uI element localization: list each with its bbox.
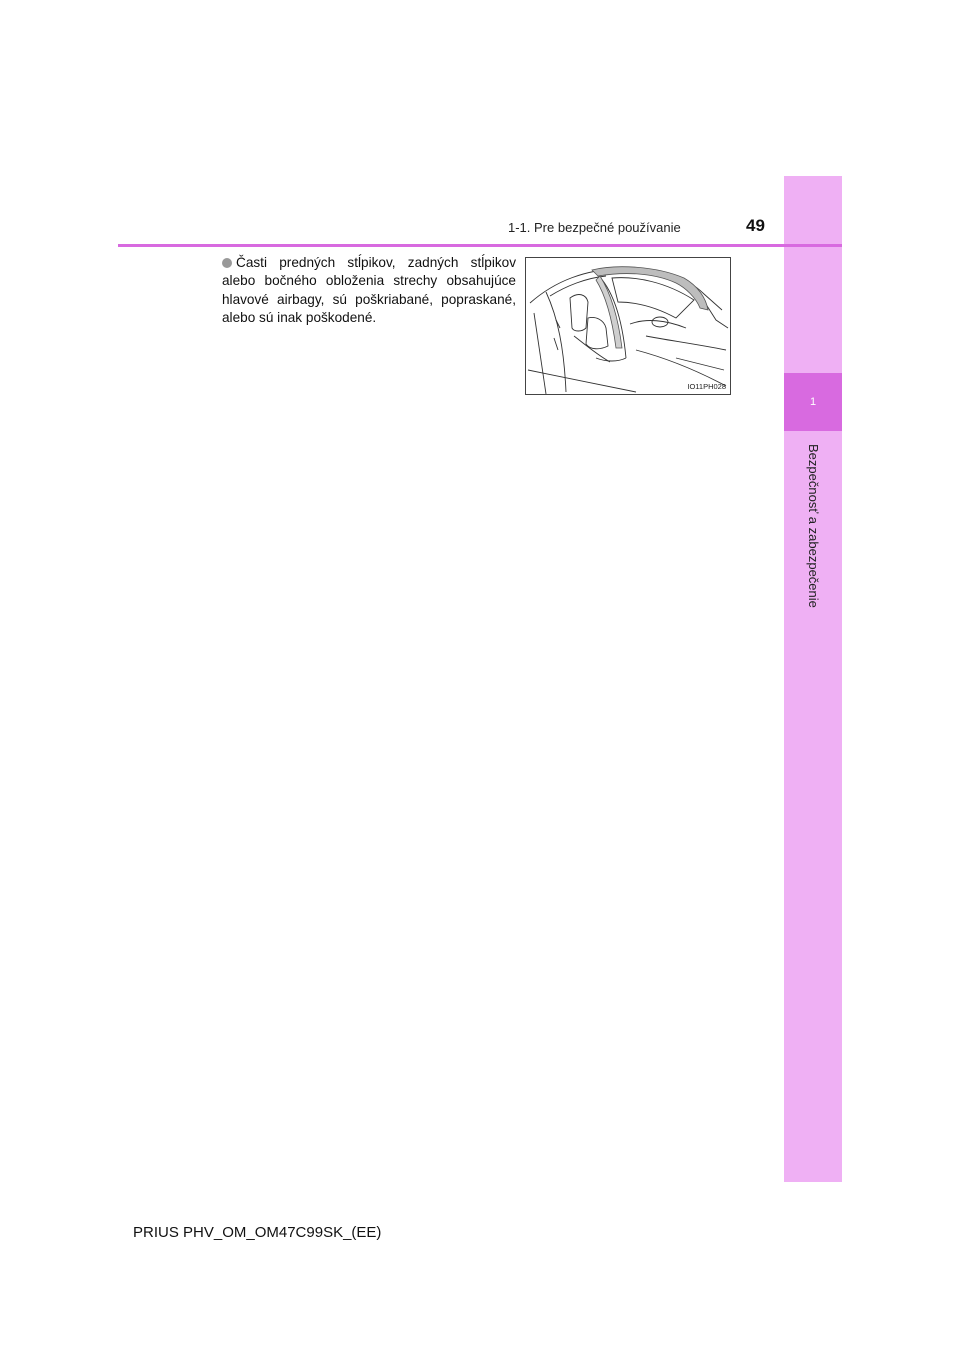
- document-id-footer: PRIUS PHV_OM_OM47C99SK_(EE): [133, 1224, 382, 1241]
- header-divider: [118, 244, 842, 247]
- bullet-item: [222, 254, 516, 327]
- bullet-text: Časti predných stĺpikov, zadných stĺpikov alebo bočného obloženia strechy obsahujúce hlavové airbagy, sú poškriabané, popraskané, alebo sú inak poškodené.: [222, 255, 516, 325]
- chapter-number: 1: [784, 373, 842, 431]
- page-number: 49: [746, 216, 765, 235]
- chapter-side-tab: [784, 176, 842, 1182]
- figure-code: IO11PH028: [687, 382, 726, 391]
- chapter-title: Bezpečnosť a zabezpečenie: [806, 444, 821, 608]
- car-interior-icon: [526, 258, 732, 396]
- bullet-icon: [222, 258, 232, 268]
- section-title: 1-1. Pre bezpečné používanie: [508, 220, 681, 235]
- airbag-illustration: [525, 257, 731, 395]
